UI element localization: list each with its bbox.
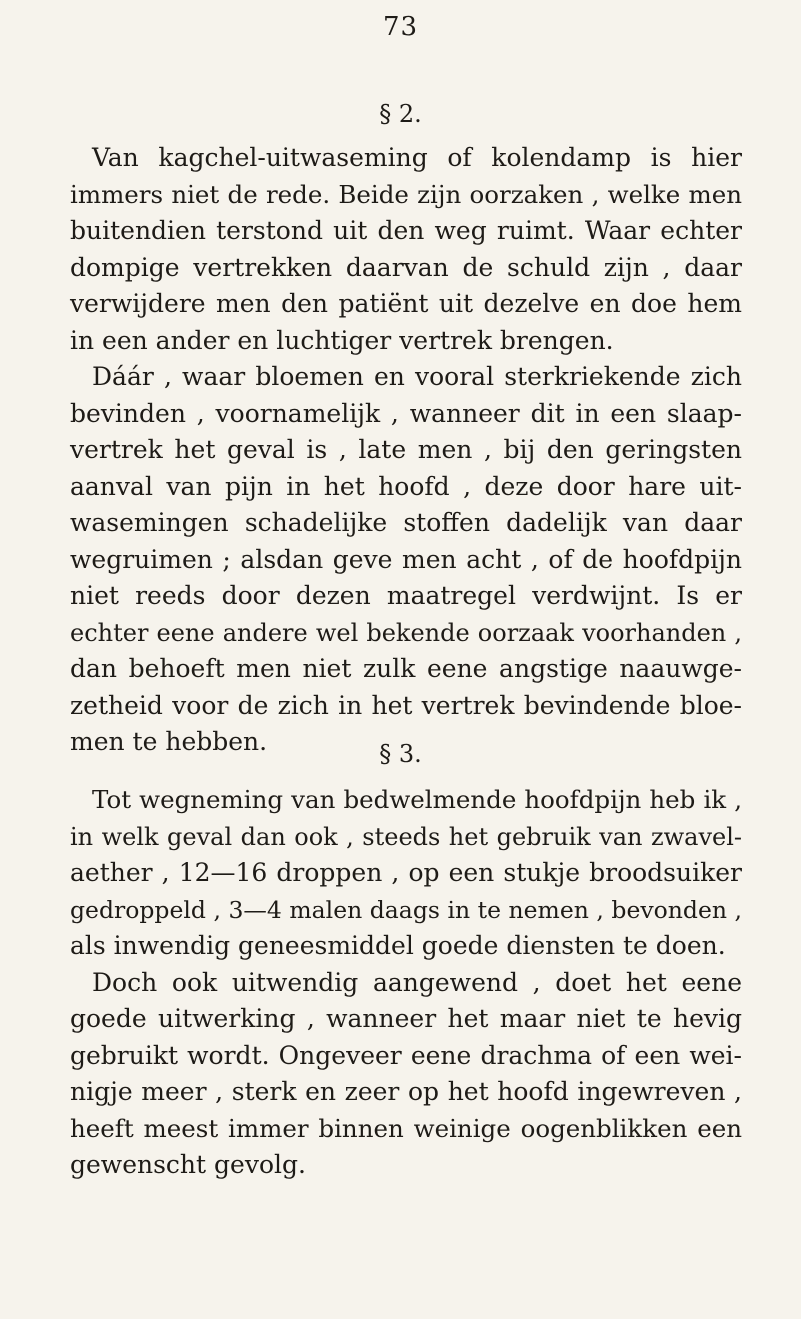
page-number: 73 — [382, 12, 419, 42]
text-line: niet reeds door dezen maatregel verdwijnt. Is er — [70, 581, 742, 610]
text-line: goede uitwerking , wanneer het maar niet te hevig — [70, 1004, 742, 1033]
text-line: zetheid voor de zich in het vertrek bevindende bloe- — [70, 690, 742, 720]
text-line: in een ander en luchtiger vertrek brengen. — [70, 325, 614, 355]
text-line: heeft meest immer binnen weinige oogenblikken een — [70, 1113, 742, 1143]
text-line: buitendien terstond uit den weg ruimt. Waar echter — [70, 216, 742, 245]
text-line: gedroppeld , 3—4 malen daags in te nemen , bevonden , — [70, 895, 742, 924]
text-line: Doch ook uitwendig aangewend , doet het eene — [92, 967, 742, 997]
text-line: Dáár , waar bloemen en vooral sterkriekende zich — [92, 362, 742, 391]
text-line: als inwendig geneesmiddel goede diensten te doen. — [70, 931, 726, 960]
text-line: vertrek het geval is , late men , bij den geringsten — [70, 435, 742, 464]
section-3-heading: § 3. — [379, 740, 422, 768]
text-line: echter eene andere wel bekende oorzaak voorhanden , — [70, 618, 742, 647]
text-line: men te hebben. — [70, 727, 268, 756]
section-2-heading: § 2. — [379, 100, 422, 128]
text-line: dan behoeft men niet zulk eene angstige naauwge- — [70, 654, 742, 683]
text-line: nigje meer , sterk en zeer op het hoofd ingewreven , — [70, 1077, 742, 1106]
text-line: Van kagchel-uitwaseming of kolendamp is hier — [92, 143, 742, 172]
text-line: verwijdere men den patiënt uit dezelve en doe hem — [70, 289, 742, 318]
text-line: wasemingen schadelijke stoffen dadelijk van daar — [70, 508, 742, 537]
text-line: dompige vertrekken daarvan de schuld zijn , daar — [70, 252, 742, 282]
text-line: in welk geval dan ook , steeds het gebruik van zwavel- — [70, 822, 742, 851]
section-2-body — [70, 140, 742, 761]
text-line: bevinden , voornamelijk , wanneer dit in een slaap- — [70, 398, 742, 428]
text-line: Tot wegneming van bedwelmende hoofdpijn heb ik , — [92, 785, 742, 814]
text-line: wegruimen ; alsdan geve men acht , of de hoofdpijn — [70, 544, 742, 574]
text-line: gewenscht gevolg. — [70, 1150, 306, 1179]
text-line: immers niet de rede. Beide zijn oorzaken , welke men — [70, 179, 742, 209]
text-line: aanval van pijn in het hoofd , deze door hare uit- — [70, 471, 742, 501]
text-line: aether , 12—16 droppen , op een stukje broodsuiker — [70, 858, 742, 887]
section-3-body — [70, 782, 742, 1184]
text-line: gebruikt wordt. Ongeveer eene drachma of een wei- — [70, 1040, 742, 1070]
